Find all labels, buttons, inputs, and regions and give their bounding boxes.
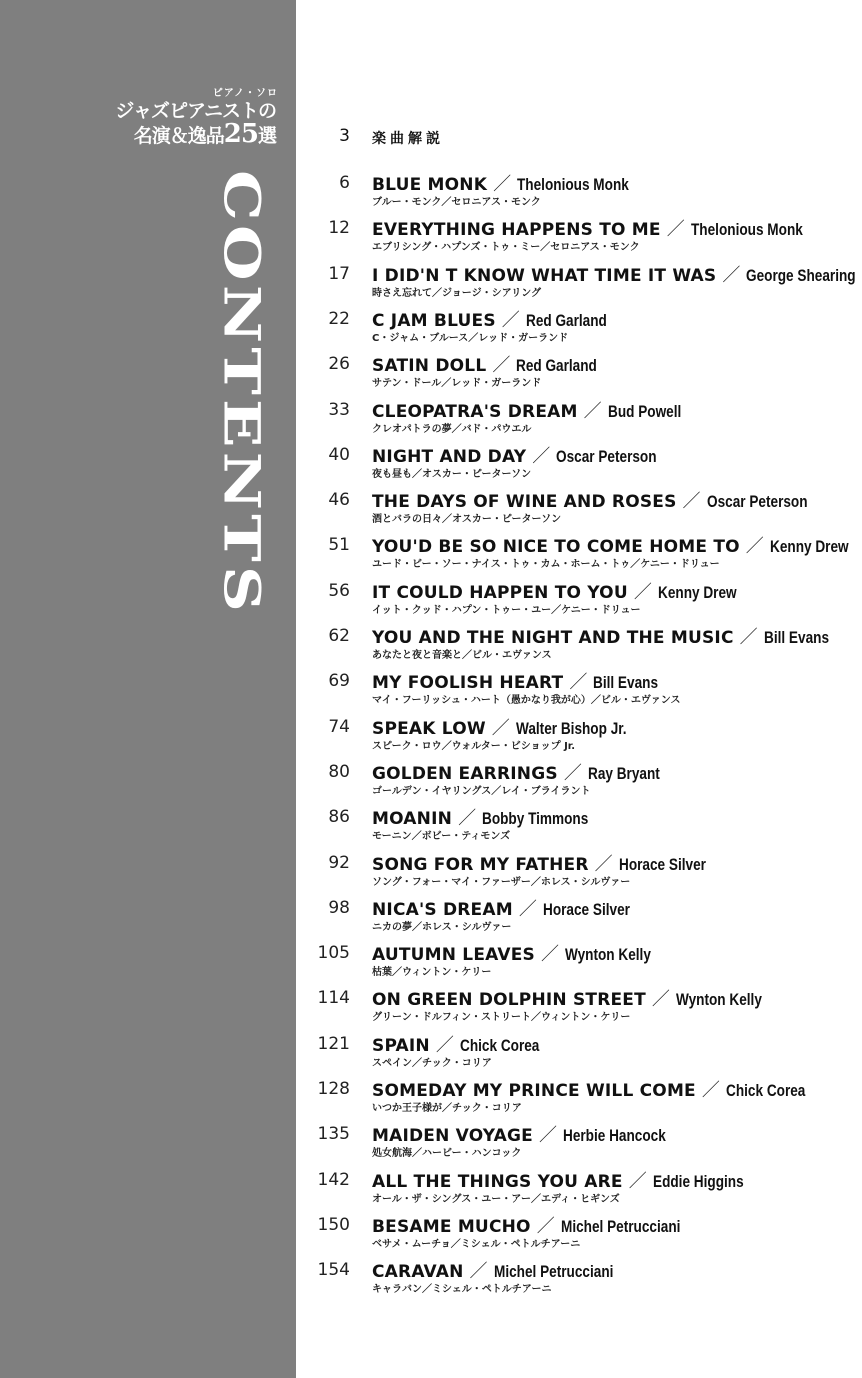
song-title: CARAVAN xyxy=(372,1262,464,1283)
artist-name: Bill Evans xyxy=(763,628,829,647)
page-number: 17 xyxy=(328,263,350,284)
page-number: 114 xyxy=(317,988,350,1009)
series-label: ピアノ・ソロ xyxy=(212,88,278,99)
page-number: 86 xyxy=(328,807,350,828)
song-title: SONG FOR MY FATHER xyxy=(372,854,589,875)
song-title: EVERYTHING HAPPENS TO ME xyxy=(372,220,661,241)
page-number: 154 xyxy=(317,1260,350,1281)
japanese-subtitle: モーニン／ボビー・ティモンズ xyxy=(372,831,511,843)
toc-entry[interactable] xyxy=(300,170,862,210)
page-number: 12 xyxy=(328,218,350,239)
separator-slash: ／ xyxy=(540,944,559,966)
page-number: 40 xyxy=(328,444,350,465)
book-title-number: 25 xyxy=(223,119,258,149)
japanese-subtitle: 時さえ忘れて／ジョージ・シアリング xyxy=(372,287,541,299)
toc-entry[interactable] xyxy=(300,985,862,1025)
page-number: 98 xyxy=(328,897,350,918)
intro-entry[interactable] xyxy=(300,126,840,150)
japanese-subtitle: イット・クッド・ハプン・トゥー・ユー／ケニー・ドリュー xyxy=(372,604,641,616)
toc-entry[interactable] xyxy=(300,487,862,527)
separator-slash: ／ xyxy=(583,400,602,422)
separator-slash: ／ xyxy=(538,1125,557,1147)
song-title: YOU'D BE SO NICE TO COME HOME TO xyxy=(372,537,740,558)
song-title: BLUE MONK xyxy=(372,175,488,195)
contents-heading: CONTENTS xyxy=(212,170,271,616)
artist-name: Bill Evans xyxy=(593,673,659,693)
song-title: I DID'N T KNOW WHAT TIME IT WAS xyxy=(372,265,717,286)
toc-entry[interactable] xyxy=(300,1167,862,1207)
artist-name: Wynton Kelly xyxy=(564,945,651,965)
toc-entry[interactable] xyxy=(300,895,862,935)
separator-slash: ／ xyxy=(493,174,512,195)
separator-slash: ／ xyxy=(745,536,764,558)
page-number: 69 xyxy=(328,671,350,692)
artist-name: Bud Powell xyxy=(607,401,681,421)
japanese-subtitle: あなたと夜と音楽と／ビル・エヴァンス xyxy=(372,650,552,661)
song-title: AUTUMN LEAVES xyxy=(372,945,535,966)
toc-entry[interactable] xyxy=(300,306,862,346)
separator-slash: ／ xyxy=(435,1034,454,1056)
song-title: MAIDEN VOYAGE xyxy=(372,1126,533,1147)
japanese-subtitle: C・ジャム・ブルース／レッド・ガーランド xyxy=(372,332,569,344)
song-title: NICA'S DREAM xyxy=(372,899,513,920)
japanese-subtitle: ゴールデン・イヤリングス／レイ・ブライラント xyxy=(372,785,591,797)
artist-name: Chick Corea xyxy=(459,1035,540,1055)
page-number: 105 xyxy=(317,943,350,964)
japanese-subtitle: いつか王子様が／チック・コリア xyxy=(372,1103,522,1114)
page-number: 121 xyxy=(317,1033,350,1054)
intro-page-number: 3 xyxy=(339,126,350,146)
song-title: IT COULD HAPPEN TO YOU xyxy=(372,582,628,603)
japanese-subtitle: スペイン／チック・コリア xyxy=(372,1057,492,1069)
japanese-subtitle: グリーン・ドルフィン・ストリート／ウィントン・ケリー xyxy=(372,1012,631,1024)
toc-entry[interactable] xyxy=(300,940,862,980)
separator-slash: ／ xyxy=(536,1215,555,1237)
page-number: 51 xyxy=(328,535,350,556)
toc-entry[interactable] xyxy=(300,1076,862,1116)
song-title: SATIN DOLL xyxy=(372,356,487,377)
toc-entry[interactable] xyxy=(300,623,862,663)
artist-name: George Shearing xyxy=(746,265,856,285)
artist-name: Thelonious Monk xyxy=(517,175,629,194)
separator-slash: ／ xyxy=(633,581,652,603)
toc-entry[interactable] xyxy=(300,714,862,754)
artist-name: Michel Petrucciani xyxy=(560,1216,681,1236)
toc-entry[interactable] xyxy=(300,442,862,482)
separator-slash: ／ xyxy=(594,853,613,875)
separator-slash: ／ xyxy=(518,898,537,920)
japanese-subtitle: オール・ザ・シングス・ユー・アー／エディ・ヒギンズ xyxy=(372,1193,620,1205)
artist-name: Walter Bishop Jr. xyxy=(515,718,627,738)
artist-name: Red Garland xyxy=(516,356,598,376)
separator-slash: ／ xyxy=(651,989,670,1011)
artist-name: Thelonious Monk xyxy=(690,220,803,240)
separator-slash: ／ xyxy=(492,355,511,377)
toc-entry[interactable] xyxy=(300,1212,862,1252)
toc-entry[interactable] xyxy=(300,804,862,844)
song-title: SPEAK LOW xyxy=(372,718,486,739)
page-number: 33 xyxy=(328,399,350,420)
artist-name: Ray Bryant xyxy=(587,763,660,783)
separator-slash: ／ xyxy=(722,264,741,286)
toc-entry[interactable] xyxy=(300,1031,862,1071)
toc-entry[interactable] xyxy=(300,1257,862,1297)
song-title: MY FOOLISH HEART xyxy=(372,673,564,694)
song-title: C JAM BLUES xyxy=(372,310,496,331)
toc-entry[interactable] xyxy=(300,532,862,572)
artist-name: Bobby Timmons xyxy=(482,809,589,829)
page-number: 46 xyxy=(328,490,350,511)
separator-slash: ／ xyxy=(739,627,758,648)
separator-slash: ／ xyxy=(701,1080,720,1101)
song-title: CLEOPATRA'S DREAM xyxy=(372,401,578,422)
japanese-subtitle: サテン・ドール／レッド・ガーランド xyxy=(372,378,542,390)
page-number: 62 xyxy=(328,626,350,646)
song-title: NIGHT AND DAY xyxy=(372,446,527,467)
artist-name: Red Garland xyxy=(525,310,607,330)
page-number: 92 xyxy=(328,852,350,873)
page-number: 150 xyxy=(317,1214,350,1235)
separator-slash: ／ xyxy=(628,1170,647,1192)
page-number: 128 xyxy=(317,1079,350,1099)
book-title-line-1: ジャズピアニストの xyxy=(115,100,276,122)
toc-entry[interactable] xyxy=(300,668,862,708)
japanese-subtitle: マイ・フーリッシュ・ハート（愚かなり我が心）／ビル・エヴァンス xyxy=(372,695,681,707)
toc-entry[interactable] xyxy=(300,351,862,391)
book-title-suffix: 選 xyxy=(257,125,276,147)
toc-entry[interactable] xyxy=(300,397,862,437)
japanese-subtitle: ソング・フォー・マイ・ファーザー／ホレス・シルヴァー xyxy=(372,876,631,888)
page-number: 135 xyxy=(317,1124,350,1145)
japanese-subtitle: ニカの夢／ホレス・シルヴァー xyxy=(372,921,512,933)
japanese-subtitle: ブルー・モンク／セロニアス・モンク xyxy=(372,197,541,208)
page-number: 74 xyxy=(328,716,350,737)
song-title: ALL THE THINGS YOU ARE xyxy=(372,1171,623,1192)
japanese-subtitle: エブリシング・ハプンズ・トゥ・ミー／セロニアス・モンク xyxy=(372,242,640,254)
separator-slash: ／ xyxy=(532,445,551,467)
sidebar-panel xyxy=(0,0,296,1378)
japanese-subtitle: 処女航海／ハービー・ハンコック xyxy=(372,1148,522,1160)
song-title: SPAIN xyxy=(372,1035,430,1056)
japanese-subtitle: キャラバン／ミシェル・ペトルチアーニ xyxy=(372,1284,552,1296)
page-number: 142 xyxy=(317,1169,350,1190)
page-number: 26 xyxy=(328,354,350,375)
japanese-subtitle: 酒とバラの日々／オスカー・ピーターソン xyxy=(372,514,562,526)
toc-entry[interactable] xyxy=(300,261,862,301)
page-number: 56 xyxy=(328,580,350,601)
page-number: 22 xyxy=(328,308,350,329)
japanese-subtitle: ユード・ビー・ソー・ナイス・トゥ・カム・ホーム・トゥ／ケニー・ドリュー xyxy=(372,559,720,571)
song-title: MOANIN xyxy=(372,809,453,830)
japanese-subtitle: 枯葉／ウィントン・ケリー xyxy=(372,967,492,979)
separator-slash: ／ xyxy=(666,219,685,241)
intro-label: 楽曲解説 xyxy=(372,131,444,147)
song-title: ON GREEN DOLPHIN STREET xyxy=(372,990,646,1011)
japanese-subtitle: ベサメ・ムーチョ／ミシェル・ペトルチアーニ xyxy=(372,1238,581,1250)
separator-slash: ／ xyxy=(682,491,701,513)
song-title: YOU AND THE NIGHT AND THE MUSIC xyxy=(372,628,734,648)
song-title: GOLDEN EARRINGS xyxy=(372,763,558,784)
toc-entry[interactable] xyxy=(300,850,862,890)
separator-slash: ／ xyxy=(569,672,588,694)
artist-name: Michel Petrucciani xyxy=(493,1262,613,1282)
artist-name: Oscar Peterson xyxy=(556,446,657,466)
artist-name: Wynton Kelly xyxy=(675,990,762,1010)
book-title-line-2 xyxy=(0,119,276,149)
page-number: 6 xyxy=(339,173,350,193)
separator-slash: ／ xyxy=(563,762,582,784)
song-title: THE DAYS OF WINE AND ROSES xyxy=(372,492,677,513)
toc-entry[interactable] xyxy=(300,759,862,799)
artist-name: Kenny Drew xyxy=(657,582,737,602)
japanese-subtitle: 夜も昼も／オスカー・ピーターソン xyxy=(372,468,532,480)
toc-entry[interactable] xyxy=(300,578,862,618)
artist-name: Eddie Higgins xyxy=(652,1171,744,1191)
artist-name: Kenny Drew xyxy=(769,537,849,557)
japanese-subtitle: スピーク・ロウ／ウォルター・ビショップ Jr. xyxy=(372,740,576,752)
book-title-prefix: 名演＆逸品 xyxy=(133,125,224,147)
japanese-subtitle: クレオパトラの夢／バド・パウエル xyxy=(372,423,532,435)
artist-name: Horace Silver xyxy=(618,854,706,874)
artist-name: Horace Silver xyxy=(542,899,630,919)
song-title: SOMEDAY MY PRINCE WILL COME xyxy=(372,1081,696,1101)
artist-name: Oscar Peterson xyxy=(706,492,808,512)
separator-slash: ／ xyxy=(491,717,510,739)
separator-slash: ／ xyxy=(458,808,477,830)
separator-slash: ／ xyxy=(501,309,520,331)
artist-name: Herbie Hancock xyxy=(562,1126,666,1146)
separator-slash: ／ xyxy=(469,1261,488,1283)
artist-name: Chick Corea xyxy=(725,1081,806,1100)
toc-entry[interactable] xyxy=(300,1121,862,1161)
song-title: BESAME MUCHO xyxy=(372,1216,531,1237)
page-number: 80 xyxy=(328,761,350,782)
toc-entry[interactable] xyxy=(300,215,862,255)
